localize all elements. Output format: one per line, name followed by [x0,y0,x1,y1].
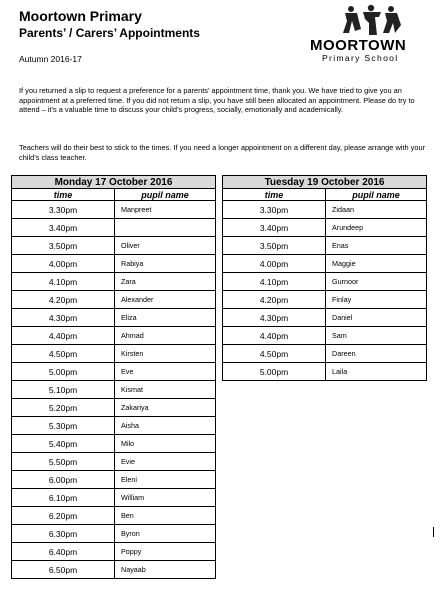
table-row [223,291,427,309]
time-cell: 4.40pm [223,327,326,345]
time-cell: 4.00pm [223,255,326,273]
pupil-name-cell: Ben [115,507,216,525]
table-row [223,273,427,291]
time-cell: 5.40pm [12,435,115,453]
pupil-name-cell: Manpreet [115,201,216,219]
pupil-name-cell: Ahmad [115,327,216,345]
monday-appointments-table [11,175,216,579]
time-cell: 4.50pm [223,345,326,363]
term-label: Autumn 2016-17 [19,54,82,64]
time-cell: 4.20pm [12,291,115,309]
pupil-name-cell: Nayaab [115,561,216,579]
time-cell: 4.50pm [12,345,115,363]
text-cursor [433,527,434,537]
time-cell: 5.20pm [12,399,115,417]
pupil-name-cell: Eve [115,363,216,381]
logo-wordmark: MOORTOWN [310,37,407,54]
table-row [223,327,427,345]
time-cell: 3.40pm [223,219,326,237]
pupil-name-cell: Oliver [115,237,216,255]
table-row [12,381,216,399]
pupil-name-cell: Zakariya [115,399,216,417]
time-cell: 3.50pm [12,237,115,255]
time-cell: 6.10pm [12,489,115,507]
table-row [223,255,427,273]
time-cell: 4.30pm [12,309,115,327]
time-cell: 6.30pm [12,525,115,543]
time-cell: 6.50pm [12,561,115,579]
time-cell: 6.40pm [12,543,115,561]
pupil-name-cell: Aisha [115,417,216,435]
pupil-name-cell: Kirsten [115,345,216,363]
pupil-name-cell: Sam [326,327,427,345]
table-row [12,561,216,579]
time-cell: 6.20pm [12,507,115,525]
pupil-name-cell: William [115,489,216,507]
table-row [12,399,216,417]
time-cell: 6.00pm [12,471,115,489]
table-row [223,363,427,381]
table-row [12,327,216,345]
table-row [223,309,427,327]
table-row [12,471,216,489]
table-row [223,237,427,255]
time-cell: 3.50pm [223,237,326,255]
intro-paragraph: If you returned a slip to request a preference for a parents’ appointment time, thank you. We have tried to give you an appointment at a preferred time. If you did not return a slip, you have still been allocated an appointment. Please do try to attend – it’s a valuable time to discuss your child’s progress, socially, emotionally and academically. [19,86,415,115]
pupil-name-cell: Maggie [326,255,427,273]
time-cell: 3.40pm [12,219,115,237]
pupil-name-cell: Finlay [326,291,427,309]
time-cell: 4.00pm [12,255,115,273]
tuesday-appointments-table [222,175,427,381]
table-row [12,435,216,453]
time-cell: 4.10pm [223,273,326,291]
table-row [12,255,216,273]
pupil-name-cell: Zara [115,273,216,291]
monday-header: Monday 17 October 2016 [12,176,216,189]
time-cell: 5.10pm [12,381,115,399]
time-cell: 5.00pm [223,363,326,381]
table-row [223,219,427,237]
pupil-name-cell: Eliza [115,309,216,327]
time-column-header: time [12,189,115,201]
school-name: Moortown Primary [19,8,142,24]
pupil-name-cell: Eleni [115,471,216,489]
pupil-name-cell: Laila [326,363,427,381]
table-row [12,345,216,363]
pupil-name-cell: Evie [115,453,216,471]
pupil-name-cell: Enas [326,237,427,255]
teacher-note-paragraph: Teachers will do their best to stick to the times. If you need a longer appointment on a different day, please arrange with your child’s class teacher. [19,143,426,162]
table-row [12,507,216,525]
table-row [12,237,216,255]
time-cell: 3.30pm [223,201,326,219]
logo-subtitle: Primary School [322,53,399,63]
time-cell: 5.50pm [12,453,115,471]
pupil-name-cell: Alexander [115,291,216,309]
pupil-name-cell: Kismat [115,381,216,399]
table-row [12,543,216,561]
pupil-name-cell: Rabiya [115,255,216,273]
time-cell: 5.00pm [12,363,115,381]
time-cell: 5.30pm [12,417,115,435]
pupil-name-cell: Dareen [326,345,427,363]
table-row [12,525,216,543]
time-cell: 3.30pm [12,201,115,219]
pupil-name-cell: Zidaan [326,201,427,219]
table-row [12,201,216,219]
time-column-header: time [223,189,326,201]
table-row [12,291,216,309]
table-row [12,489,216,507]
pupil-column-header: pupil name [115,189,216,201]
table-row [12,417,216,435]
page-title: Parents’ / Carers’ Appointments [19,26,200,40]
tuesday-header: Tuesday 19 October 2016 [223,176,427,189]
table-row [223,345,427,363]
time-cell: 4.20pm [223,291,326,309]
time-cell: 4.30pm [223,309,326,327]
time-cell: 4.10pm [12,273,115,291]
table-row [12,309,216,327]
pupil-name-cell: Daniel [326,309,427,327]
pupil-column-header: pupil name [326,189,427,201]
table-row [12,219,216,237]
pupil-name-cell: Poppy [115,543,216,561]
table-row [223,201,427,219]
pupil-name-cell [115,219,216,237]
table-row [12,363,216,381]
table-row [12,273,216,291]
pupil-name-cell: Milo [115,435,216,453]
time-cell: 4.40pm [12,327,115,345]
pupil-name-cell: Gurnoor [326,273,427,291]
pupil-name-cell: Arundeep [326,219,427,237]
pupil-name-cell: Byron [115,525,216,543]
table-row [12,453,216,471]
